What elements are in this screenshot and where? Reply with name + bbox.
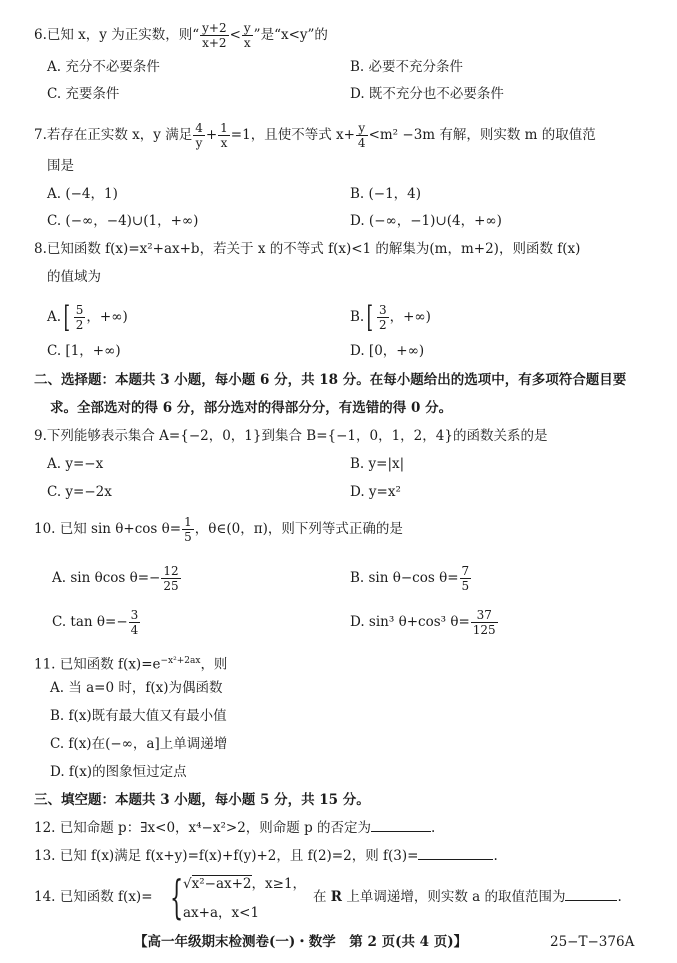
q8-option-b-bracket: [ xyxy=(366,299,374,335)
q6-f1-numerator: y+2 xyxy=(202,21,227,35)
q8-option-a xyxy=(47,300,128,334)
q7-stem-post: <m² −3m 有解，则实数 m 的取值范 xyxy=(368,127,596,143)
q8-option-b xyxy=(350,300,431,334)
q10-option-d-pre: D. sin³ θ+cos³ θ= xyxy=(350,614,470,630)
q14-post-1: 在 xyxy=(313,889,331,905)
section2-heading-line2: 求。全部选对的得 6 分，部分选对的得部分分，有选错的得 0 分。 xyxy=(50,400,453,416)
q11-stem-post: ，则 xyxy=(200,656,228,673)
q6-stem-post: ”是“x<y”的 xyxy=(253,27,328,43)
q10-option-d-denominator: 125 xyxy=(472,623,496,637)
q7-fraction-2 xyxy=(218,121,230,150)
footer-code: 25−T−376A xyxy=(550,934,635,950)
q7-stem xyxy=(34,121,596,150)
q7-stem-mid: =1，且使不等式 x+ xyxy=(230,127,355,143)
q11-exponent: −x²+2ax xyxy=(160,656,201,666)
q14-case-1 xyxy=(183,875,306,893)
q7-f3-denominator: 4 xyxy=(357,136,366,150)
q10-option-a xyxy=(52,562,182,594)
q6-f2-denominator: x xyxy=(243,36,251,50)
q8-option-d: D. [0，+∞) xyxy=(350,343,425,359)
q7-option-b: B. (−1，4) xyxy=(350,186,422,202)
q10-denominator: 5 xyxy=(184,530,192,544)
q6-f1-denominator: x+2 xyxy=(202,36,227,50)
q13-stem xyxy=(34,847,498,865)
q14-radicand: x²−ax+2 xyxy=(191,876,252,892)
q9-option-d: D. y=x² xyxy=(350,484,401,500)
q10-option-a-pre: A. sin θcos θ=− xyxy=(52,570,161,586)
section3-heading: 三、填空题：本题共 3 小题，每小题 5 分，共 15 分。 xyxy=(34,792,370,808)
q8-option-a-tail: ，+∞) xyxy=(86,309,128,325)
q13-period: . xyxy=(493,848,498,864)
q8-option-a-numerator: 5 xyxy=(75,303,84,317)
q6-stem-pre: 6.已知 x，y 为正实数，则“ xyxy=(34,27,200,43)
q9-option-a: A. y=−x xyxy=(47,456,104,472)
q10-stem-pre: 10. 已知 sin θ+cos θ= xyxy=(34,521,182,537)
q9-option-b: B. y=|x| xyxy=(350,456,405,472)
q7-f1-numerator: 4 xyxy=(195,121,203,135)
q10-option-d-numerator: 37 xyxy=(471,608,498,623)
q11-stem-pre: 11. 已知函数 f(x)=e xyxy=(34,656,161,673)
q14-case-2: ax+a，x<1 xyxy=(183,905,260,921)
q6-stem xyxy=(34,21,328,50)
section2-heading: 二、选择题：本题共 3 小题，每小题 6 分，共 18 分。在每小题给出的选项中，有多项符合题目要 xyxy=(34,372,627,388)
q13-answer-blank[interactable] xyxy=(418,847,493,860)
q10-option-a-numerator: 12 xyxy=(163,564,179,578)
q10-stem xyxy=(34,514,403,544)
q14-real-set: R xyxy=(330,889,343,905)
q8-option-a-denominator: 2 xyxy=(75,318,84,332)
q10-option-b-fraction xyxy=(460,564,472,593)
footer-title: 【高一年级期末检测卷(一)・数学 第 2 页(共 4 页)】 xyxy=(134,934,468,950)
q7-option-a: A. (−4，1) xyxy=(47,186,118,202)
q8-option-a-fraction xyxy=(74,303,86,332)
q6-option-c: C. 充要条件 xyxy=(47,86,120,102)
q10-option-b xyxy=(350,562,472,594)
q6-fraction-1 xyxy=(200,21,228,50)
q14-piecewise-brace: { xyxy=(170,870,184,924)
q8-stem: 8.已知函数 f(x)=x²+ax+b，若关于 x 的不等式 f(x)<1 的解集为(m，m+2)，则函数 f(x) xyxy=(34,241,581,257)
q7-f1-denominator: y xyxy=(195,136,203,150)
q7-f3-numerator: y xyxy=(356,121,368,136)
q8-option-b-label: B. xyxy=(350,309,365,325)
q8-option-b-denominator: 2 xyxy=(378,318,387,332)
q14-case-1-condition: ，x≥1， xyxy=(251,876,307,892)
q10-option-c-denominator: 4 xyxy=(130,623,139,637)
q14-answer-blank[interactable] xyxy=(565,888,617,901)
q14-sqrt-sign: √ xyxy=(183,876,192,892)
q11-option-c: C. f(x)在(−∞，a]上单调递增 xyxy=(50,736,228,752)
q10-option-d xyxy=(350,606,499,638)
q7-fraction-1 xyxy=(193,121,205,150)
q10-option-b-numerator: 7 xyxy=(461,564,470,578)
q10-option-c-numerator: 3 xyxy=(130,608,139,622)
q10-option-b-pre: B. sin θ−cos θ= xyxy=(350,570,459,586)
q10-option-d-fraction xyxy=(471,608,498,637)
q6-option-d: D. 既不充分也不必要条件 xyxy=(350,86,504,102)
q11-option-d: D. f(x)的图象恒过定点 xyxy=(50,764,187,780)
q6-option-b: B. 必要不充分条件 xyxy=(350,59,464,75)
q10-option-c xyxy=(52,606,141,638)
q7-f2-numerator: 1 xyxy=(220,121,228,135)
q6-fraction-2 xyxy=(242,21,253,50)
q11-stem xyxy=(34,652,227,674)
q10-option-b-denominator: 5 xyxy=(461,579,470,593)
q14-post-2: 上单调递增，则实数 a 的取值范围为 xyxy=(342,889,566,905)
q8-option-b-fraction xyxy=(377,303,389,332)
q11-option-b: B. f(x)既有最大值又有最小值 xyxy=(50,708,227,724)
q8-option-c: C. [1，+∞) xyxy=(47,343,121,359)
q13-text: 13. 已知 f(x)满足 f(x+y)=f(x)+f(y)+2，且 f(2)=2，则 f(3)= xyxy=(34,848,419,864)
q9-option-c: C. y=−2x xyxy=(47,484,112,500)
q7-plus: + xyxy=(205,127,218,143)
q14-stem-pre: 14. 已知函数 f(x)= xyxy=(34,889,153,905)
q7-f2-denominator: x xyxy=(220,136,228,150)
q10-stem-post: ，θ∈(0，π)，则下列等式正确的是 xyxy=(194,521,403,537)
q7-option-d: D. (−∞，−1)∪(4，+∞) xyxy=(350,213,502,229)
q14-stem-post xyxy=(313,888,622,906)
q8-stem-line2: 的值域为 xyxy=(47,269,101,285)
q7-fraction-3 xyxy=(356,121,368,150)
q12-stem xyxy=(34,819,435,837)
q8-option-a-label: A. xyxy=(47,309,62,325)
q7-stem-line2: 围是 xyxy=(47,158,74,174)
q8-option-b-numerator: 3 xyxy=(378,303,387,317)
q10-option-c-pre: C. tan θ=− xyxy=(52,614,128,630)
q7-stem-pre: 7.若存在正实数 x，y 满足 xyxy=(34,127,193,143)
q10-option-a-fraction xyxy=(161,564,180,593)
q10-option-c-fraction xyxy=(129,608,141,637)
q8-option-a-bracket: [ xyxy=(63,299,71,335)
q6-f2-numerator: y xyxy=(243,21,251,35)
q8-option-b-tail: ，+∞) xyxy=(389,309,431,325)
q12-period: . xyxy=(431,820,436,836)
q6-lt: < xyxy=(229,27,241,43)
q11-option-a: A. 当 a=0 时，f(x)为偶函数 xyxy=(50,680,223,696)
q12-answer-blank[interactable] xyxy=(371,819,431,832)
q7-option-c: C. (−∞，−4)∪(1，+∞) xyxy=(47,213,199,229)
q10-numerator: 1 xyxy=(184,515,192,529)
q9-stem: 9.下列能够表示集合 A={−2，0，1}到集合 B={−1，0，1，2，4}的函数关系的是 xyxy=(34,428,548,444)
q6-option-a: A. 充分不必要条件 xyxy=(47,59,160,75)
q12-text: 12. 已知命题 p：∃x<0，x⁴−x²>2，则命题 p 的否定为 xyxy=(34,820,372,836)
q10-fraction xyxy=(182,515,194,544)
q14-period: . xyxy=(617,889,622,905)
q10-option-a-denominator: 25 xyxy=(163,579,179,593)
